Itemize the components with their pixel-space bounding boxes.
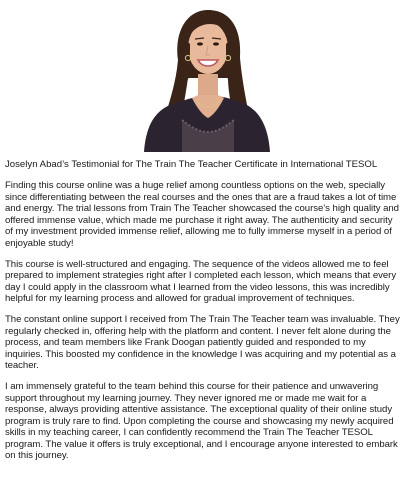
testimonial-paragraph-2: This course is well-structured and engaging. The sequence of the videos allowed me to feel prepared to implement strategies right after I completed each lesson, which means that every day I could apply in the classroom what I learned from the video lessons, this was incredibly helpful for my learning process and allowed for gradual improvement of techniques. xyxy=(5,258,397,305)
testimonial-paragraph-1: Finding this course online was a huge relief among countless options on the web, specially since differentiating between the real courses and the ones that are a fraud takes a lot of time and energy. The trial lessons from Train The Teacher showcased the course’s high quality and offered immense value, which made me purchase it right away. The authenticity and security of my investment provided immense relief, allowing me to fully immerse myself in a period of enjoyable study! xyxy=(5,180,399,249)
testimonial-paragraph-4: I am immensely grateful to the team behind this course for their patience and unwavering support throughout my learning journey. They never ignored me or made me wait for a response, always providing attentive assistance. The exceptional quality of their online study program is truly rare to find. Upon completing the course and showcasing my newly acquired skills in my teaching career, I can confidently recommend the Train The Teacher TESOL program. The value it offers is truly exceptional, and I encourage anyone interested to embark on this journey. xyxy=(5,380,398,462)
testimonial-title: Joselyn Abad’s Testimonial for The Train The Teacher Certificate in International TESOL xyxy=(5,159,378,170)
testimonial-content xyxy=(5,159,401,471)
testimonial-paragraph-3: The constant online support I received from The Train The Teacher team was invaluable. They regularly checked in, offering help with the platform and content. I never felt alone during the process, and team members like Frank Doogan patiently guided and responded to my inquiries. This boosted my confidence in the knowledge I was acquiring and my potential as a teacher. xyxy=(5,313,400,372)
portrait-photo xyxy=(138,0,274,152)
portrait-illustration xyxy=(138,0,274,152)
